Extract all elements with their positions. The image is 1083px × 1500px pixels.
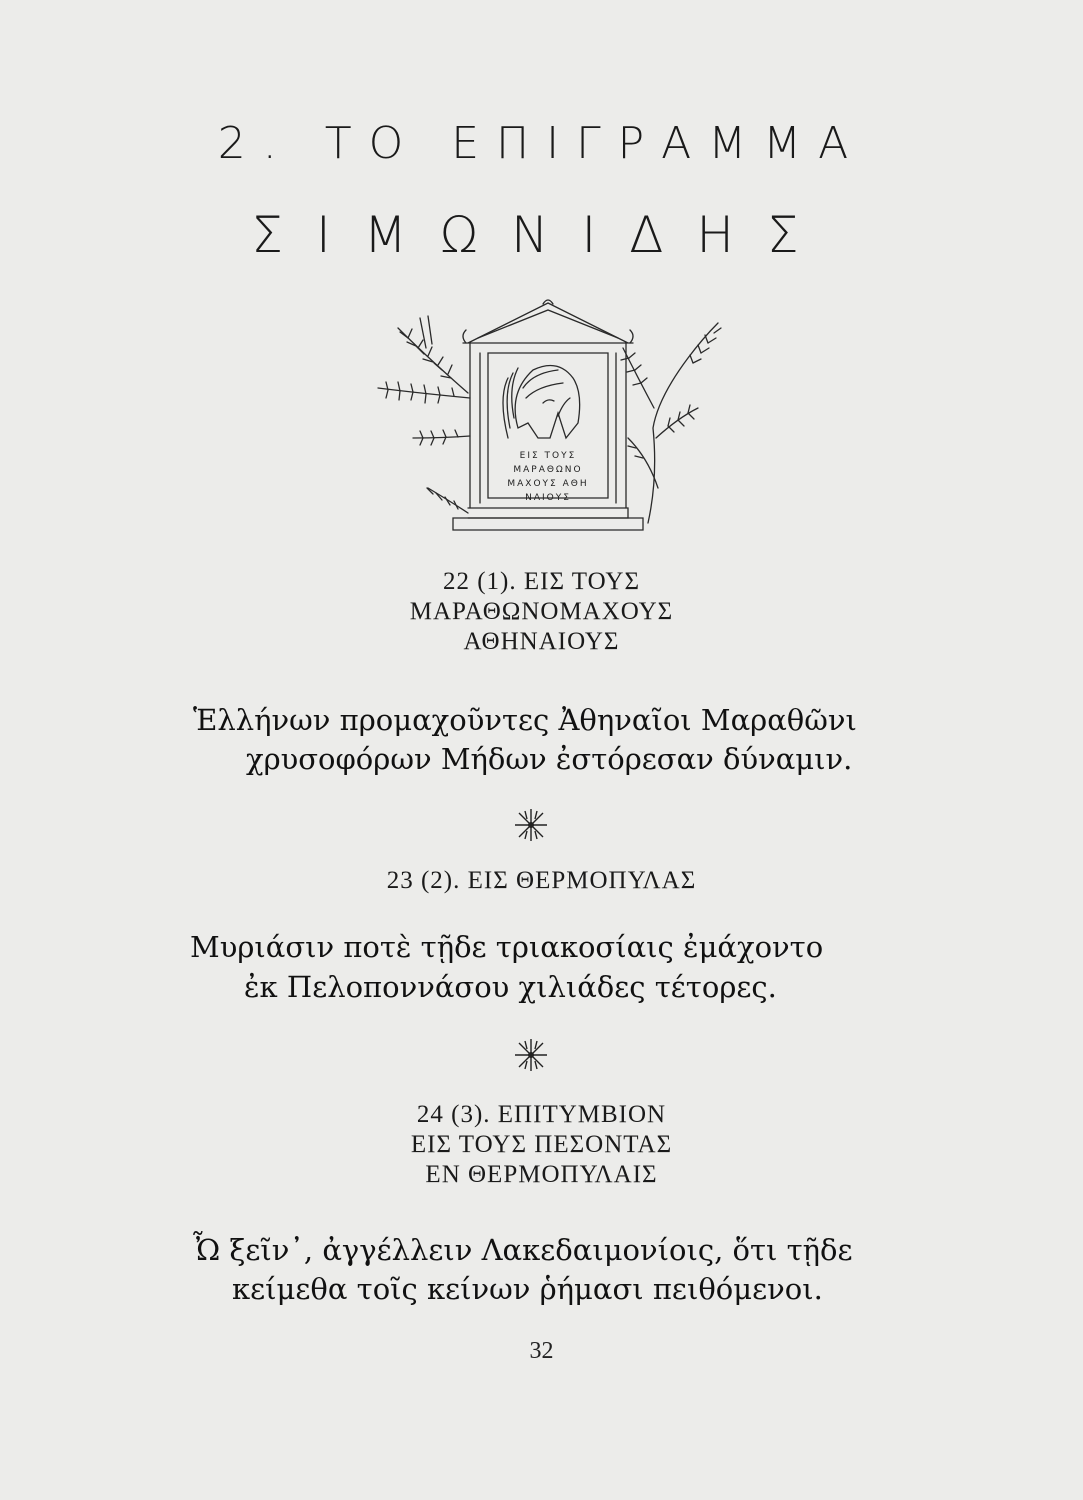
star-ornament-icon (511, 805, 551, 845)
verse-line: ἐκ Πελοποννάσου χιλιάδες τέτορες. (244, 970, 777, 1004)
stele-illustration (358, 298, 738, 538)
verse-line: Ὦ ξεῖν᾽, ἀγγέλλειν Λακεδαιμονίοις, ὅτι τῇδε (193, 1233, 853, 1267)
poem-heading (0, 866, 1083, 896)
author-title: ΣΙΜΩΝΙΔΗΣ (251, 206, 832, 264)
poem-heading-line: 23 (2). ΕΙΣ ΘΕΡΜΟΠΥΛΑΣ (386, 867, 697, 894)
poem-heading-line: ΑΘΗΝΑΙΟΥΣ (463, 628, 620, 655)
verse-line: κείμεθα τοῖς κείνων ῥήμασι πειθόμενοι. (232, 1272, 823, 1306)
star-ornament-icon (511, 1035, 551, 1075)
stele-inscription-line: ΜΑΧΟΥΣ ΑΘΗ (507, 479, 589, 489)
poem-heading-line: ΕΝ ΘΕΡΜΟΠΥΛΑΙΣ (425, 1161, 658, 1188)
verse-line: χρυσοφόρων Μήδων ἐστόρεσαν δύναμιν. (246, 742, 853, 776)
poem-heading-line: 22 (1). ΕΙΣ ΤΟΥΣ (442, 568, 641, 595)
verse-line: Ἑλλήνων προμαχοῦντες Ἀθηναῖοι Μαραθῶνι (193, 703, 857, 737)
stele-inscription-line: ΝΑΙΟΥΣ (525, 493, 571, 503)
page-number: 32 (529, 1338, 554, 1364)
verse-line: Μυριάσιν ποτὲ τῇδε τριακοσίαις ἐμάχοντο (190, 930, 824, 964)
poem-heading-line: ΜΑΡΑΘΩΝΟΜΑΧΟΥΣ (409, 598, 674, 625)
poem-heading (0, 1100, 1083, 1190)
poem-heading (0, 567, 1083, 657)
poem-heading-line: ΕΙΣ ΤΟΥΣ ΠΕΣΟΝΤΑΣ (410, 1131, 673, 1158)
stele-inscription-line: ΕΙΣ ΤΟΥΣ (519, 451, 577, 461)
poem-heading-line: 24 (3). ΕΠΙΤΥΜΒΙΟΝ (416, 1101, 667, 1128)
section-title: 2. ΤΟ ΕΠΙΓΡΑΜΜΑ (217, 118, 866, 169)
stele-inscription-line: ΜΑΡΑΘΩΝΟ (513, 465, 583, 475)
